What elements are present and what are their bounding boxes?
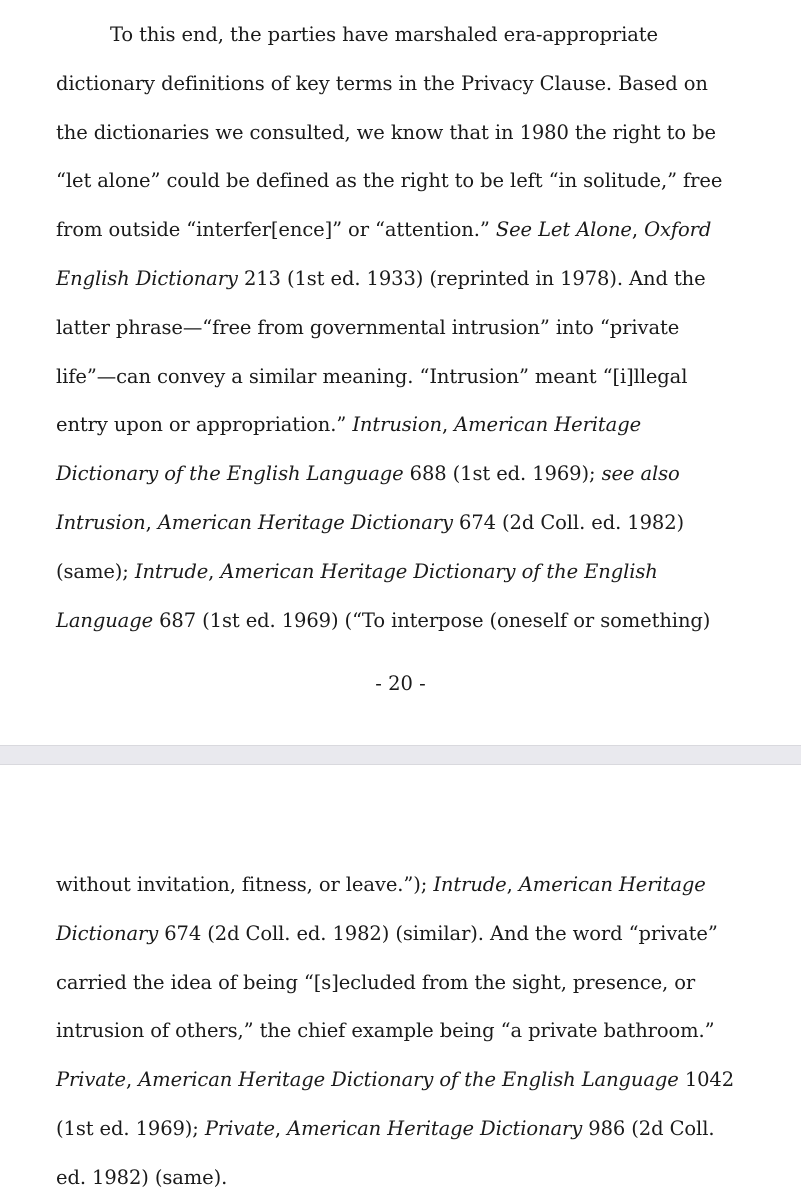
text-line: [56, 401, 756, 450]
text-run: without invitation, fitness, or leave.”);: [56, 873, 434, 896]
text-line: [56, 1154, 756, 1203]
text-run: intrusion of others,” the chief example being “a private bathroom.”: [56, 1019, 715, 1043]
text-line: [56, 157, 756, 206]
body-paragraph-continued: [56, 861, 756, 1203]
text-line: [56, 910, 756, 959]
text-line: [56, 109, 756, 158]
text-line: [56, 11, 756, 60]
text-run: ,: [631, 218, 645, 242]
italic-citation-run: Dictionary: [56, 921, 159, 945]
italic-citation-run: See Let Alone: [495, 218, 632, 242]
text-run: carried the idea of being “[s]ecluded from the sight, presence, or: [56, 970, 696, 994]
text-run: ,: [145, 510, 158, 534]
document-page-21: [0, 765, 801, 1200]
text-run: 213 (1st ed. 1933) (reprinted in 1978). And the: [237, 266, 706, 290]
text-run: entry upon or appropriation.”: [56, 413, 353, 437]
italic-citation-run: see also: [601, 462, 680, 486]
text-line: [56, 1105, 756, 1154]
text-run: (same);: [56, 559, 135, 583]
text-line: [56, 1007, 756, 1056]
text-line: [56, 959, 756, 1008]
text-run: ,: [506, 873, 519, 896]
italic-citation-run: Intrude: [134, 559, 209, 583]
text-run: latter phrase—“free from governmental intrusion” into “private: [56, 315, 680, 339]
text-run: ,: [274, 1116, 288, 1140]
italic-citation-run: American Heritage Dictionary of the English: [220, 559, 658, 583]
text-run: 674 (2d Coll. ed. 1982): [452, 510, 685, 534]
text-line: [56, 499, 756, 548]
italic-citation-run: English Dictionary: [56, 266, 238, 290]
italic-citation-run: Intrude: [433, 873, 507, 896]
text-line: [56, 60, 756, 109]
italic-citation-run: Dictionary of the English Language: [56, 462, 404, 486]
text-run: ,: [208, 559, 221, 583]
text-run: ed. 1982) (same).: [56, 1165, 228, 1189]
text-run: ,: [126, 1068, 139, 1092]
text-line: [56, 255, 756, 304]
page-separator: [0, 745, 801, 765]
text-run: To this end, the parties have marshaled era-appropriate: [110, 23, 658, 46]
italic-citation-run: Oxford: [644, 218, 712, 242]
text-line: [56, 597, 756, 646]
text-run: 674 (2d Coll. ed. 1982) (similar). And the word “private”: [158, 921, 718, 945]
text-run: 1042: [678, 1068, 735, 1092]
italic-citation-run: American Heritage Dictionary: [287, 1116, 583, 1140]
text-run: the dictionaries we consulted, we know that in 1980 the right to be: [56, 120, 716, 144]
italic-citation-run: Private: [56, 1068, 126, 1092]
text-run: life”—can convey a similar meaning. “Intrusion” meant “[i]llegal: [56, 364, 688, 388]
text-run: (1st ed. 1969);: [56, 1116, 205, 1140]
text-line: [56, 206, 756, 255]
italic-citation-run: American Heritage Dictionary: [157, 510, 453, 534]
text-run: from outside “interfer[ence]” or “attention.”: [56, 218, 496, 242]
italic-citation-run: American Heritage Dictionary of the English Language: [138, 1068, 679, 1092]
text-run: 688 (1st ed. 1969);: [403, 462, 602, 486]
text-run: 986 (2d Coll.: [582, 1116, 715, 1140]
text-run: ,: [441, 413, 455, 437]
text-line: [56, 861, 756, 910]
text-line: [56, 304, 756, 353]
italic-citation-run: American Heritage: [454, 413, 642, 437]
italic-citation-run: Intrusion: [56, 510, 146, 534]
text-line: [56, 450, 756, 499]
text-line: [56, 548, 756, 597]
page-number: - 20 -: [375, 672, 426, 695]
text-line: [56, 353, 756, 402]
italic-citation-run: American Heritage: [518, 873, 706, 896]
text-run: 687 (1st ed. 1969) (“To interpose (oneself or something): [153, 608, 711, 632]
italic-citation-run: Private: [204, 1116, 275, 1140]
italic-citation-run: Intrusion: [352, 413, 442, 437]
body-paragraph: [56, 11, 756, 645]
text-line: [56, 1056, 756, 1105]
text-run: dictionary definitions of key terms in the Privacy Clause. Based on: [56, 71, 708, 95]
italic-citation-run: Language: [56, 608, 154, 632]
text-run: “let alone” could be defined as the right to be left “in solitude,” free: [56, 169, 723, 193]
